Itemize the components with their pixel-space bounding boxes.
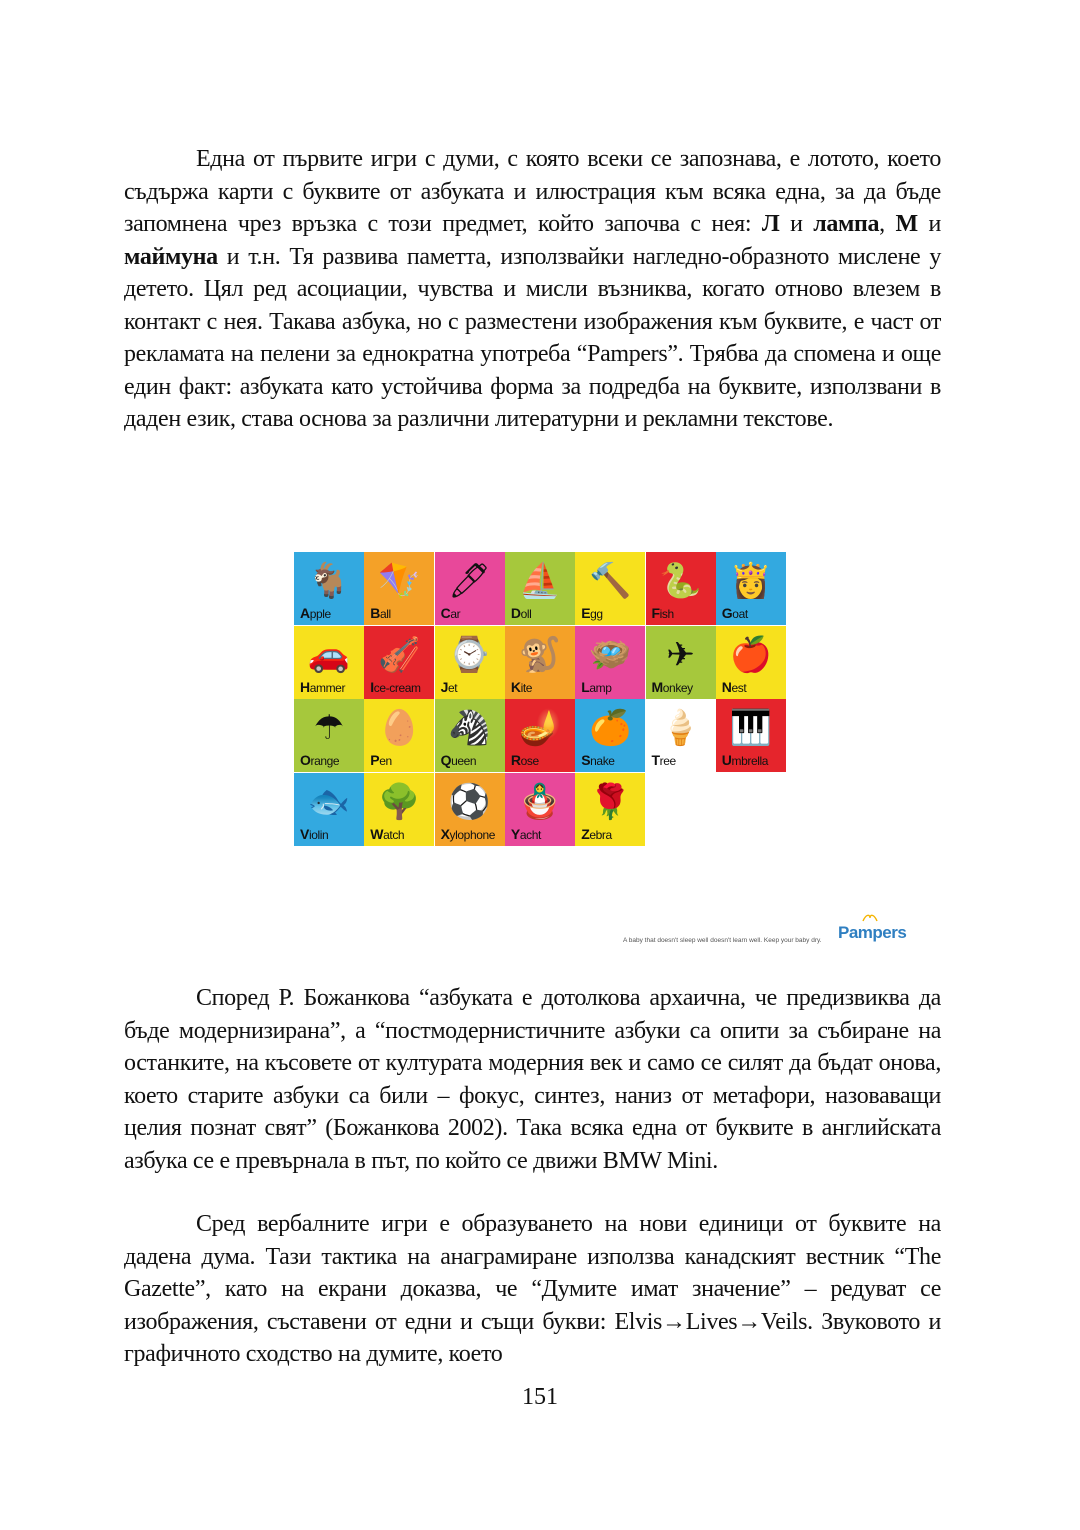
tile-word-rest: ce-cream bbox=[373, 680, 421, 695]
tile-letter: K bbox=[510, 678, 521, 695]
tile-letter: M bbox=[651, 678, 663, 695]
tile-letter: G bbox=[721, 605, 733, 621]
monkey-icon: 🐒 bbox=[518, 634, 562, 675]
tile-word-rest: nake bbox=[590, 754, 615, 768]
egg-icon: 🥚 bbox=[378, 708, 421, 748]
alphabet-tile bbox=[294, 699, 364, 772]
alphabet-tile bbox=[364, 552, 434, 625]
tile-word bbox=[300, 752, 339, 768]
alphabet-tile bbox=[716, 626, 786, 699]
tile-word bbox=[722, 605, 748, 621]
snake-icon: 🐍 bbox=[659, 561, 702, 601]
tile-word bbox=[441, 826, 495, 842]
tile-letter: Z bbox=[581, 825, 590, 842]
violin-icon: 🎻 bbox=[378, 634, 421, 675]
pampers-logo-swirl-icon bbox=[862, 913, 878, 922]
tile-word bbox=[300, 679, 345, 695]
tile-word-rest: oat bbox=[732, 607, 748, 621]
car-icon: 🚗 bbox=[307, 634, 351, 675]
tile-word-rest: ylophone bbox=[449, 827, 496, 842]
xylophone-icon: 🎹 bbox=[729, 708, 772, 748]
tile-word bbox=[441, 752, 477, 768]
tile-word bbox=[581, 752, 614, 768]
tile-letter: P bbox=[370, 752, 380, 768]
tile-word-rest: ebra bbox=[589, 827, 612, 842]
tile-word bbox=[441, 605, 461, 621]
tile-word bbox=[652, 679, 693, 695]
fish-icon: 🐟 bbox=[307, 781, 351, 822]
tile-letter: J bbox=[440, 678, 448, 695]
tile-word-rest: all bbox=[380, 607, 391, 621]
alphabet-tile bbox=[364, 773, 434, 846]
tile-word-rest: en bbox=[379, 754, 392, 768]
tile-letter: X bbox=[440, 825, 450, 842]
tile-word bbox=[581, 679, 611, 695]
tile-word-rest: acht bbox=[519, 827, 541, 842]
lamp-icon: 🪔 bbox=[518, 708, 562, 748]
tile-word bbox=[370, 605, 391, 621]
tile-letter: Q bbox=[440, 752, 452, 768]
tree-icon: 🌳 bbox=[378, 781, 421, 822]
alphabet-tile bbox=[575, 552, 645, 625]
tile-word-rest: pple bbox=[309, 607, 331, 621]
alphabet-tile bbox=[435, 773, 505, 846]
tile-letter: H bbox=[300, 678, 310, 695]
alphabet-tile bbox=[364, 699, 434, 772]
zebra-icon: 🦓 bbox=[448, 708, 491, 748]
tile-word bbox=[370, 679, 420, 695]
tile-letter: I bbox=[370, 678, 374, 695]
tile-letter: B bbox=[370, 605, 381, 621]
alphabet-tile bbox=[575, 626, 645, 699]
tile-word-rest: gg bbox=[590, 607, 603, 621]
ad-tagline: A baby that doesn't sleep well doesn't learn well. Keep your baby dry. bbox=[623, 937, 822, 944]
tile-word bbox=[581, 826, 612, 842]
tile-word bbox=[581, 605, 603, 621]
tile-letter: F bbox=[651, 605, 660, 621]
tile-word bbox=[511, 752, 539, 768]
alphabet-tile bbox=[575, 699, 645, 772]
tile-word-rest: ose bbox=[520, 754, 539, 768]
alphabet-tile bbox=[505, 552, 575, 625]
alphabet-tile bbox=[646, 626, 716, 699]
paragraph-anagrams: Сред вербалните игри е образуването на нови единици от буквите на дадена дума. Тази тактика на анаграмиране използва канадският вестник “The Gazette”, като на екрани доказва, че “Думите имат значение” – редуват се изображения, съставени от едни и същи букви: Elvis→Lives→Veils. Звуковото и графичното сходство на думите, което bbox=[124, 1211, 941, 1367]
watch-icon: ⌚ bbox=[448, 634, 491, 675]
tile-letter: D bbox=[510, 605, 521, 621]
tile-letter: V bbox=[300, 825, 309, 842]
goat-icon: 🐐 bbox=[307, 561, 351, 601]
tile-word bbox=[652, 605, 674, 621]
alphabet-tile bbox=[716, 699, 786, 772]
tile-letter: A bbox=[300, 605, 310, 621]
alphabet-tile bbox=[646, 552, 716, 625]
alphabet-tile bbox=[294, 773, 364, 846]
tile-word-rest: iolin bbox=[308, 827, 329, 842]
tile-letter: C bbox=[440, 605, 451, 621]
tile-word bbox=[441, 679, 458, 695]
paragraph-bozhankova: Според Р. Божанкова “азбуката е дотолкова архаична, че предизвиква да бъде модернизирана”, а “постмодернистичните азбуки са опити за събиране на останките, на късовете от културата модерния век и само се силят да бъдат онова, което старите азбуки са били – фокус, синтез, наниз от метафори, назоваващи целия познат свят” (Божанкова 2002). Така всяка една от буквите в английската азбука се е превърнала в път, по който се движи BMW Mini. bbox=[124, 985, 941, 1174]
jet-icon: ✈ bbox=[666, 634, 695, 675]
tile-letter: W bbox=[370, 825, 384, 842]
rose-icon: 🌹 bbox=[589, 781, 632, 822]
queen-icon: 👸 bbox=[729, 561, 772, 601]
tile-word-rest: mbrella bbox=[731, 754, 769, 768]
orange-icon: 🍊 bbox=[589, 708, 632, 748]
tile-word-rest: ammer bbox=[309, 680, 346, 695]
tile-letter: T bbox=[651, 752, 660, 768]
tile-letter: Y bbox=[510, 825, 520, 842]
tile-word bbox=[511, 605, 532, 621]
tile-letter: O bbox=[300, 752, 311, 768]
tile-letter: E bbox=[581, 605, 591, 621]
tile-word-rest: onkey bbox=[662, 680, 693, 695]
pampers-alphabet-grid bbox=[294, 552, 786, 846]
alphabet-tile bbox=[435, 552, 505, 625]
tile-word bbox=[511, 826, 541, 842]
ball-icon: ⚽ bbox=[448, 781, 491, 822]
alphabet-tile bbox=[646, 699, 716, 772]
alphabet-tile bbox=[435, 699, 505, 772]
tile-letter: R bbox=[510, 752, 521, 768]
alphabet-tile bbox=[575, 773, 645, 846]
tile-word-rest: range bbox=[310, 754, 340, 768]
tile-word bbox=[300, 826, 328, 842]
tile-word-rest: atch bbox=[383, 827, 405, 842]
alphabet-tile bbox=[505, 626, 575, 699]
doll-icon: 🪆 bbox=[518, 781, 562, 822]
alphabet-tile bbox=[294, 626, 364, 699]
tile-word bbox=[722, 752, 768, 768]
kite-icon: 🪁 bbox=[378, 561, 421, 601]
alphabet-tile bbox=[294, 552, 364, 625]
tile-word bbox=[722, 679, 747, 695]
tile-word-rest: ueen bbox=[451, 754, 477, 768]
tile-word-rest: ree bbox=[659, 754, 676, 768]
tile-word-rest: amp bbox=[589, 680, 612, 695]
tile-letter: S bbox=[581, 752, 591, 768]
ice-cream-icon: 🍦 bbox=[659, 708, 702, 748]
tile-word bbox=[652, 752, 676, 768]
tile-word bbox=[370, 752, 392, 768]
tile-word-rest: ite bbox=[520, 680, 533, 695]
hammer-icon: 🔨 bbox=[589, 561, 632, 601]
tile-word-rest: ar bbox=[450, 607, 461, 621]
apple-icon: 🍎 bbox=[729, 634, 772, 675]
alphabet-tile bbox=[435, 626, 505, 699]
pampers-logo: Pampers bbox=[838, 923, 907, 942]
alphabet-tile bbox=[505, 699, 575, 772]
yacht-icon: ⛵ bbox=[518, 561, 562, 601]
tile-letter: N bbox=[721, 678, 732, 695]
tile-word bbox=[370, 826, 404, 842]
tile-word-rest: oll bbox=[520, 607, 532, 621]
tile-word-rest: ish bbox=[659, 607, 674, 621]
tile-word bbox=[511, 679, 532, 695]
tile-word bbox=[300, 605, 331, 621]
tile-letter: U bbox=[721, 752, 732, 768]
paragraph-lotto: Една от първите игри с думи, с която всеки се запознава, е лотото, което съдържа карти с буквите от азбуката и илюстрация към всяка една, за да бъде запомнена чрез връзка с този предмет, който започва с нея: Л и лампа, М и маймуна и т.н. Тя развива паметта, използвайки нагледно-образното мислене у детето. Цял ред асоциации, чувства и мисли възниква, когато отново влезем в контакт с нея. Такава азбука, но с разместени изображения към буквите, е част от рекламата на пелени за еднократна употреба “Pampers”. Трябва да спомена и още един факт: азбуката като устойчива форма за подредба на буквите, използвани в даден език, става основа за различни литературни и рекламни текстове. bbox=[124, 146, 941, 432]
tile-word-rest: et bbox=[447, 680, 458, 695]
alphabet-tile bbox=[716, 552, 786, 625]
alphabet-tile bbox=[364, 626, 434, 699]
tile-letter: L bbox=[581, 678, 590, 695]
umbrella-icon: ☂ bbox=[313, 708, 345, 748]
alphabet-tile bbox=[505, 773, 575, 846]
page-number: 151 bbox=[522, 1384, 558, 1410]
nest-icon: 🪺 bbox=[589, 634, 632, 675]
tile-word-rest: est bbox=[731, 680, 747, 695]
pen-icon: 🖊 bbox=[448, 561, 492, 601]
